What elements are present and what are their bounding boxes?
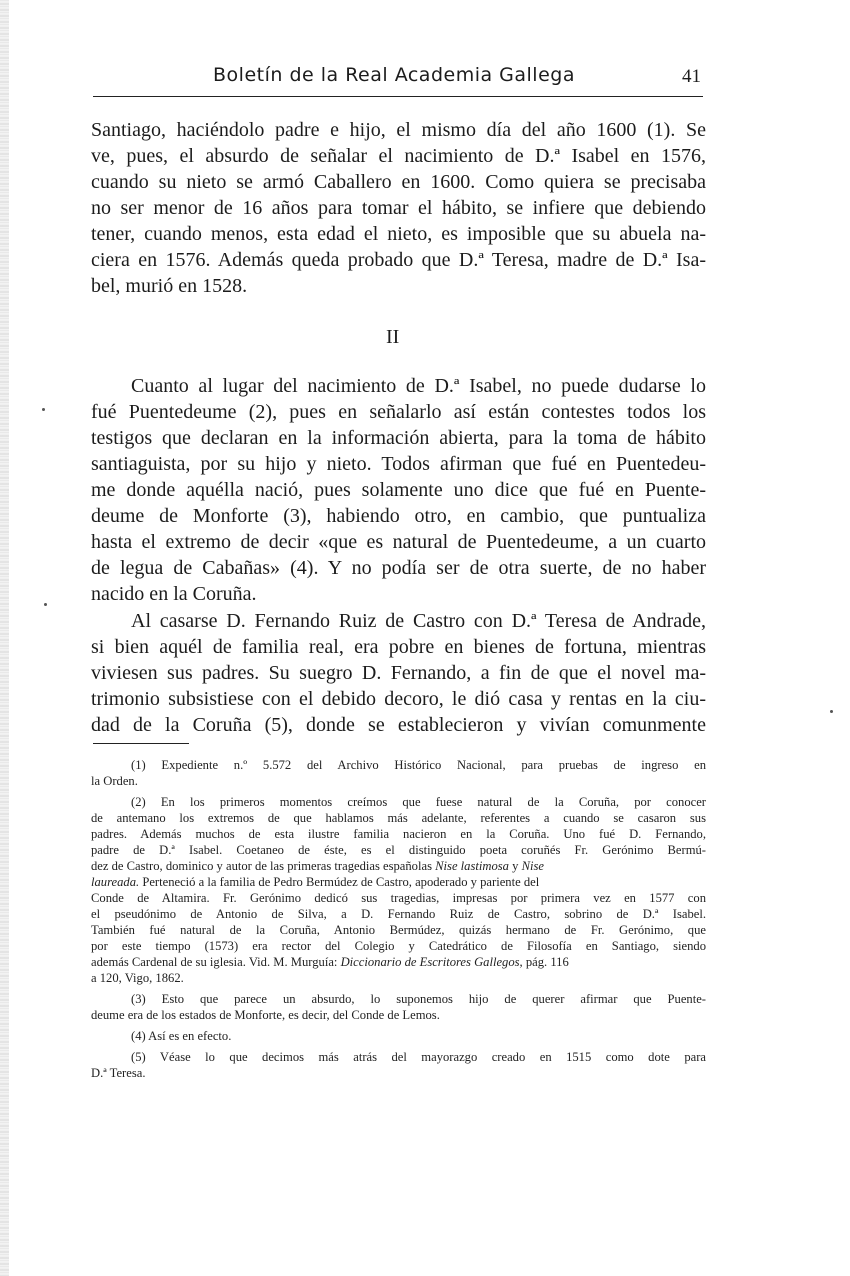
body-line: Cuanto al lugar del nacimiento de D.ª Isabel, no puede dudarse lo xyxy=(131,375,706,397)
body-line: nacido en la Coruña. xyxy=(91,583,257,605)
body-line: tener, cuando menos, esta edad el nieto, es imposible que su abuela na- xyxy=(91,223,706,245)
body-line: cuando su nieto se armó Caballero en 1600. Como quiera se precisaba xyxy=(91,171,706,193)
footnote-text: pág. 116 xyxy=(525,955,569,969)
footnote-italic-title: Diccionario de Escritores Gallegos, xyxy=(340,955,523,969)
body-line: santiaguista, por su hijo y nieto. Todos afirman que fué en Puentedeu- xyxy=(91,453,706,475)
body-line: me donde aquélla nació, pues solamente uno dice que fué en Puente- xyxy=(91,479,706,501)
page-number: 41 xyxy=(682,66,701,87)
body-line: testigos que declaran en la información abierta, para la toma de hábito xyxy=(91,427,706,449)
footnote-text: Perteneció a la familia de Pedro Bermúdez de Castro, apoderado y pariente del xyxy=(142,875,540,889)
body-line: ve, pues, el absurdo de señalar el nacimiento de D.ª Isabel en 1576, xyxy=(91,145,706,167)
body-line: trimonio subsistiese con el debido decoro, le dió casa y rentas en la ciu- xyxy=(91,688,706,710)
footnote-line: la Orden. xyxy=(91,774,138,788)
footnote-line xyxy=(91,874,706,890)
footnote-line: deume era de los estados de Monforte, es decir, del Conde de Lemos. xyxy=(91,1008,440,1022)
footnote-4: (4) Así es en efecto. xyxy=(131,1029,232,1043)
body-line: Al casarse D. Fernando Ruiz de Castro con D.ª Teresa de Andrade, xyxy=(131,610,706,632)
footnote-3: (3) Esto que parece un absurdo, lo suponemos hijo de querer afirmar que Puente- xyxy=(131,992,706,1006)
footnote-line: de antemano los extremos de que hablamos más adelante, referentes a cuando se casaron sus xyxy=(91,811,706,825)
footnote-2: (2) En los primeros momentos creímos que fuese natural de la Coruña, por conocer xyxy=(131,795,706,809)
footnote-line: el pseudónimo de Antonio de Silva, a D. Fernando Ruiz de Castro, sobrino de D.ª Isabel. xyxy=(91,907,706,921)
body-line: de legua de Cabañas» (4). Y no podía ser de otra suerte, de no haber xyxy=(91,557,706,579)
footnote-text: y xyxy=(512,859,519,873)
body-line: deume de Monforte (3), habiendo otro, en cambio, que puntualiza xyxy=(91,505,706,527)
body-line: bel, murió en 1528. xyxy=(91,275,248,297)
footnote-text: además Cardenal de su iglesia. Vid. M. Murguía: xyxy=(91,955,338,969)
body-line: dad de la Coruña (5), donde se establecieron y vivían comunmente xyxy=(91,714,706,736)
footnote-line xyxy=(91,858,706,874)
scan-speck xyxy=(830,710,833,713)
footnote-line: También fué natural de la Coruña, Antonio Bermúdez, quizás hermano de Fr. Gerónimo, que xyxy=(91,923,706,937)
footnote-line: padres. Además muchos de esta ilustre familia nacieron en la Coruña. Uno fué D. Fernando, xyxy=(91,827,706,841)
footnote-italic-title: Nise xyxy=(521,859,544,873)
footnote-italic-title: laureada. xyxy=(91,875,140,889)
body-line: ciera en 1576. Además queda probado que D.ª Teresa, madre de D.ª Isa- xyxy=(91,249,706,271)
footnote-divider xyxy=(93,743,189,744)
footnote-1: (1) Expediente n.º 5.572 del Archivo Histórico Nacional, para pruebas de ingreso en xyxy=(131,758,706,772)
scan-binding-edge xyxy=(0,0,9,1276)
footnote-line xyxy=(91,954,706,970)
body-line: viviesen sus padres. Su suegro D. Fernando, a fin de que el novel ma- xyxy=(91,662,706,684)
body-line: hasta el extremo de decir «que es natural de Puentedeume, a un cuarto xyxy=(91,531,706,553)
scan-speck xyxy=(42,408,45,411)
body-line: Santiago, haciéndolo padre e hijo, el mismo día del año 1600 (1). Se xyxy=(91,119,706,141)
journal-title: Boletín de la Real Academia Gallega xyxy=(213,64,575,86)
footnote-italic-title: Nise lastimosa xyxy=(435,859,509,873)
footnote-line: por este tiempo (1573) era rector del Colegio y Catedrático de Filosofía en Santiago, siendo xyxy=(91,939,706,953)
footnote-line: Conde de Altamira. Fr. Gerónimo dedicó sus tragedias, impresas por primera vez en 1577 con xyxy=(91,891,706,905)
scan-speck xyxy=(44,603,47,606)
section-heading: II xyxy=(386,326,400,348)
footnote-line: D.ª Teresa. xyxy=(91,1066,146,1080)
body-line: si bien aquél de familia real, era pobre en bienes de fortuna, mientras xyxy=(91,636,706,658)
footnote-line: a 120, Vigo, 1862. xyxy=(91,971,184,985)
footnote-line: padre de D.ª Isabel. Coetaneo de éste, es el distinguido poeta coruñés Fr. Gerónimo Bermú- xyxy=(91,843,706,857)
body-line: no ser menor de 16 años para tomar el hábito, se infiere que debiendo xyxy=(91,197,706,219)
body-line: fué Puentedeume (2), pues en señalarlo así están contestes todos los xyxy=(91,401,706,423)
footnote-5: (5) Véase lo que decimos más atrás del mayorazgo creado en 1515 como dote para xyxy=(131,1050,706,1064)
running-header xyxy=(93,62,703,97)
footnote-text: dez de Castro, dominico y autor de las primeras tragedias españolas xyxy=(91,859,432,873)
